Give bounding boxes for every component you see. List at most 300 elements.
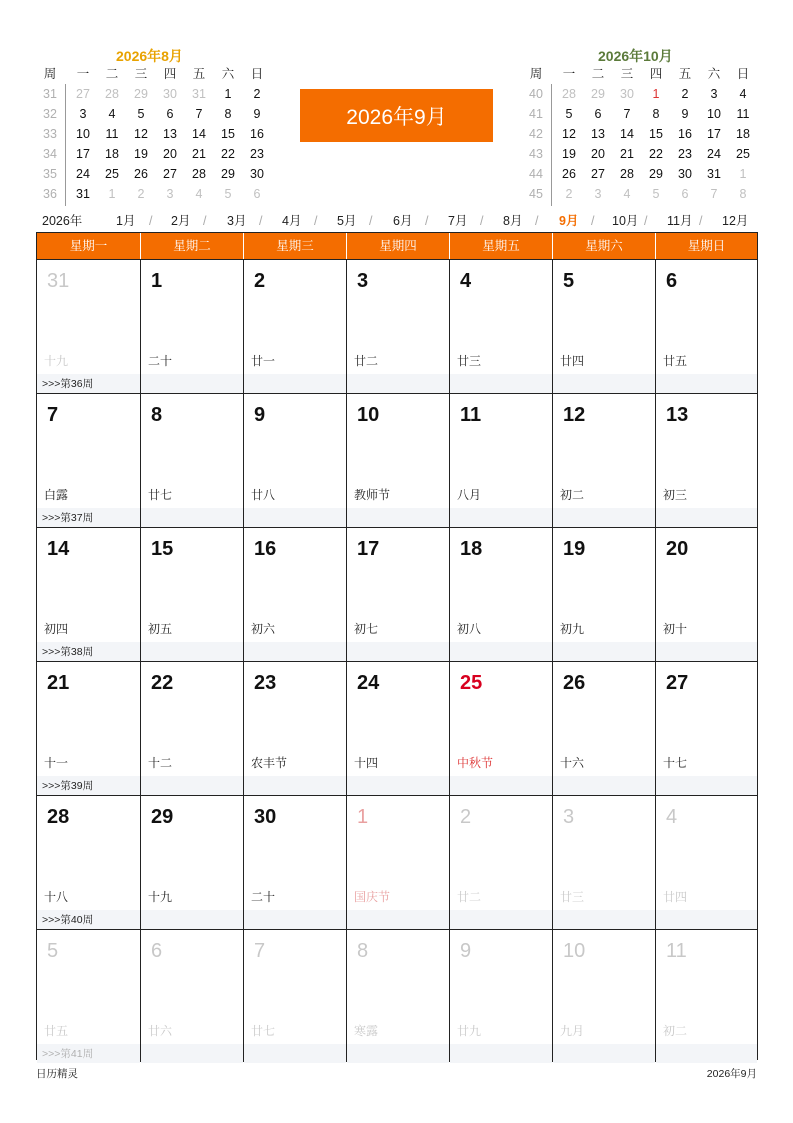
nav-month-link[interactable]: 8月	[503, 214, 523, 228]
mini-calendar-grid	[36, 64, 276, 204]
nav-month-link[interactable]: 9月	[559, 214, 579, 228]
mini-week-number: 32	[43, 107, 57, 121]
mini-day: 26	[562, 167, 576, 181]
week-number-label: >>>第36周	[42, 378, 94, 390]
mini-week-column-header: 周	[529, 67, 543, 81]
mini-day: 11	[105, 127, 119, 141]
day-number: 31	[47, 270, 70, 292]
mini-week-number: 35	[43, 167, 57, 181]
day-number: 26	[563, 672, 586, 694]
mini-day: 7	[623, 107, 631, 121]
day-cell[interactable]	[140, 796, 243, 929]
mini-day: 2	[681, 87, 689, 101]
day-number: 10	[357, 404, 380, 426]
day-number: 6	[666, 270, 678, 292]
mini-calendar-week-row	[36, 84, 276, 104]
day-number: 3	[563, 806, 575, 828]
week-row	[37, 393, 757, 527]
mini-day: 4	[195, 187, 203, 201]
day-number: 16	[254, 538, 277, 560]
mini-week-number: 36	[43, 187, 57, 201]
divider	[65, 84, 66, 206]
nav-month-link[interactable]: 4月	[282, 214, 302, 228]
day-number: 11	[666, 940, 687, 962]
nav-month-link[interactable]: 5月	[337, 214, 357, 228]
week-footer-band	[347, 776, 449, 795]
nav-separator: /	[644, 214, 648, 228]
week-footer-band	[450, 1044, 552, 1063]
mini-day: 8	[224, 107, 232, 121]
day-cell[interactable]	[449, 528, 552, 661]
mini-weekday-header: 三	[620, 67, 634, 81]
mini-day: 19	[562, 147, 576, 161]
mini-calendar-week-row	[36, 124, 276, 144]
day-cell[interactable]	[140, 930, 243, 1062]
mini-calendar-week-row	[522, 164, 762, 184]
mini-day: 5	[652, 187, 660, 201]
day-cell[interactable]	[655, 930, 757, 1062]
mini-day: 2	[253, 87, 261, 101]
mini-weekday-header: 一	[562, 67, 576, 81]
day-cell[interactable]	[243, 260, 346, 393]
mini-weekday-header: 二	[105, 67, 119, 81]
week-footer-band	[553, 508, 655, 527]
mini-day: 11	[736, 107, 750, 121]
week-footer-band	[141, 910, 243, 929]
mini-day: 27	[163, 167, 177, 181]
day-cell[interactable]	[346, 394, 449, 527]
lunar-date: 白露	[44, 488, 69, 502]
lunar-date: 十七	[663, 756, 688, 770]
mini-day: 18	[105, 147, 119, 161]
footer-brand: 日历精灵	[36, 1068, 78, 1080]
lunar-date: 廿二	[354, 354, 379, 368]
mini-calendar-header-row	[36, 64, 276, 84]
day-cell[interactable]	[140, 528, 243, 661]
week-footer-band	[450, 776, 552, 795]
lunar-date: 初三	[663, 488, 688, 502]
nav-separator: /	[535, 214, 539, 228]
month-title: 2026年9月	[300, 89, 493, 142]
day-number: 23	[254, 672, 277, 694]
day-number: 2	[254, 270, 266, 292]
day-cell[interactable]	[346, 260, 449, 393]
week-footer-band	[244, 508, 346, 527]
day-cell[interactable]	[37, 528, 140, 661]
mini-day: 28	[192, 167, 206, 181]
lunar-date: 十六	[560, 756, 585, 770]
lunar-date: 十九	[148, 890, 173, 904]
day-number: 2	[460, 806, 472, 828]
mini-day: 24	[707, 147, 721, 161]
day-number: 8	[357, 940, 369, 962]
mini-weekday-header: 五	[678, 67, 692, 81]
mini-day: 9	[253, 107, 261, 121]
mini-weekday-header: 六	[221, 67, 235, 81]
mini-day: 15	[221, 127, 235, 141]
day-cell[interactable]	[655, 796, 757, 929]
week-number-label: >>>第39周	[42, 780, 94, 792]
week-footer-band	[656, 910, 757, 929]
mini-day: 31	[192, 87, 206, 101]
week-footer-band	[347, 508, 449, 527]
mini-day: 30	[250, 167, 264, 181]
week-number-label: >>>第38周	[42, 646, 94, 658]
week-footer-band	[347, 910, 449, 929]
lunar-date: 九月	[560, 1024, 585, 1038]
weekday-header-cell: 星期日	[655, 233, 757, 259]
lunar-date: 廿二	[457, 890, 482, 904]
day-cell[interactable]	[37, 930, 140, 1062]
lunar-date: 初六	[251, 622, 276, 636]
mini-calendar-title: 2026年8月	[116, 48, 183, 64]
lunar-date: 廿四	[560, 354, 585, 368]
week-footer-band	[656, 1044, 757, 1063]
day-cell[interactable]	[552, 796, 655, 929]
mini-week-number: 34	[43, 147, 57, 161]
mini-day: 7	[195, 107, 203, 121]
weekday-header-cell: 星期三	[243, 233, 346, 259]
lunar-date: 农丰节	[251, 756, 288, 770]
day-number: 18	[460, 538, 483, 560]
day-number: 24	[357, 672, 380, 694]
lunar-date: 十一	[44, 756, 69, 770]
nav-year: 2026年	[42, 214, 83, 228]
mini-day: 7	[710, 187, 718, 201]
week-footer-band	[141, 776, 243, 795]
mini-day: 13	[591, 127, 605, 141]
day-number: 8	[151, 404, 163, 426]
lunar-date: 八月	[457, 488, 482, 502]
week-number-label: >>>第41周	[42, 1048, 94, 1060]
day-cell[interactable]	[243, 662, 346, 795]
day-number: 9	[460, 940, 472, 962]
mini-day: 8	[739, 187, 747, 201]
lunar-date: 廿六	[148, 1024, 173, 1038]
mini-day: 23	[678, 147, 692, 161]
mini-day: 31	[707, 167, 721, 181]
day-cell[interactable]	[346, 930, 449, 1062]
lunar-date: 初五	[148, 622, 173, 636]
mini-day: 19	[134, 147, 148, 161]
week-footer-band	[553, 1044, 655, 1063]
day-number: 9	[254, 404, 266, 426]
mini-day: 6	[681, 187, 689, 201]
day-cell[interactable]	[655, 260, 757, 393]
lunar-date: 廿四	[663, 890, 688, 904]
lunar-date: 廿五	[44, 1024, 69, 1038]
day-cell[interactable]	[37, 260, 140, 393]
mini-day: 1	[652, 87, 660, 101]
lunar-date: 廿三	[457, 354, 482, 368]
lunar-date: 廿五	[663, 354, 688, 368]
day-cell[interactable]	[346, 528, 449, 661]
lunar-date: 十八	[44, 890, 69, 904]
week-footer-band	[656, 776, 757, 795]
nav-month-link[interactable]: 11月	[667, 214, 693, 228]
day-cell[interactable]	[552, 260, 655, 393]
day-cell[interactable]	[37, 394, 140, 527]
lunar-date: 廿七	[148, 488, 173, 502]
week-number-label: >>>第37周	[42, 512, 94, 524]
mini-day: 6	[166, 107, 174, 121]
week-footer-band	[656, 374, 757, 393]
lunar-date: 廿一	[251, 354, 276, 368]
day-cell[interactable]	[243, 930, 346, 1062]
day-cell[interactable]	[552, 394, 655, 527]
mini-calendar-week-row	[522, 184, 762, 204]
nav-month-link[interactable]: 6月	[393, 214, 413, 228]
day-cell[interactable]	[655, 662, 757, 795]
mini-day: 16	[250, 127, 264, 141]
week-row	[37, 259, 757, 393]
nav-month-link[interactable]: 12月	[722, 214, 749, 228]
nav-month-link[interactable]: 7月	[448, 214, 468, 228]
day-cell[interactable]	[449, 394, 552, 527]
day-cell[interactable]	[552, 662, 655, 795]
mini-day: 4	[108, 107, 116, 121]
mini-day: 17	[707, 127, 721, 141]
day-number: 12	[563, 404, 586, 426]
week-footer-band	[244, 374, 346, 393]
mini-week-column-header: 周	[43, 67, 57, 81]
week-footer-band	[450, 642, 552, 661]
nav-separator: /	[591, 214, 595, 228]
lunar-date: 十四	[354, 756, 379, 770]
mini-day: 30	[163, 87, 177, 101]
weekday-header-cell: 星期五	[449, 233, 552, 259]
mini-week-number: 45	[529, 187, 543, 201]
nav-separator: /	[699, 214, 703, 228]
mini-week-number: 31	[43, 87, 57, 101]
day-cell[interactable]	[449, 930, 552, 1062]
mini-calendar-week-row	[522, 124, 762, 144]
nav-month-link[interactable]: 2月	[171, 214, 191, 228]
month-calendar-grid	[36, 232, 758, 1060]
mini-day: 14	[192, 127, 206, 141]
mini-calendar-week-row	[36, 164, 276, 184]
mini-day: 3	[594, 187, 602, 201]
lunar-date: 初七	[354, 622, 379, 636]
mini-day: 12	[562, 127, 576, 141]
nav-separator: /	[259, 214, 263, 228]
mini-day: 3	[166, 187, 174, 201]
week-footer-band	[244, 776, 346, 795]
mini-calendar-title: 2026年10月	[598, 48, 673, 64]
mini-day: 27	[76, 87, 90, 101]
nav-separator: /	[480, 214, 484, 228]
mini-weekday-header: 六	[707, 67, 721, 81]
mini-day: 15	[649, 127, 663, 141]
lunar-date: 二十	[251, 890, 276, 904]
mini-day: 18	[736, 127, 750, 141]
mini-day: 20	[163, 147, 177, 161]
mini-day: 10	[76, 127, 90, 141]
mini-day: 4	[623, 187, 631, 201]
lunar-date: 初二	[560, 488, 585, 502]
lunar-date: 中秋节	[457, 756, 494, 770]
mini-weekday-header: 四	[163, 67, 177, 81]
week-footer-band	[553, 910, 655, 929]
lunar-date: 初八	[457, 622, 482, 636]
mini-weekday-header: 五	[192, 67, 206, 81]
mini-day: 21	[192, 147, 206, 161]
mini-day: 5	[137, 107, 145, 121]
day-cell[interactable]	[140, 394, 243, 527]
week-row	[37, 929, 757, 1062]
mini-calendar-week-row	[36, 104, 276, 124]
mini-week-number: 42	[529, 127, 543, 141]
mini-day: 23	[250, 147, 264, 161]
weekday-header-cell: 星期六	[552, 233, 655, 259]
day-cell[interactable]	[346, 662, 449, 795]
mini-day: 3	[710, 87, 718, 101]
week-footer-band	[141, 642, 243, 661]
mini-day: 24	[76, 167, 90, 181]
week-footer-band	[141, 508, 243, 527]
day-cell[interactable]	[243, 528, 346, 661]
week-footer-band	[656, 508, 757, 527]
week-footer-band	[244, 1044, 346, 1063]
mini-day: 12	[134, 127, 148, 141]
mini-weekday-header: 日	[736, 67, 750, 81]
mini-day: 17	[76, 147, 90, 161]
day-number: 14	[47, 538, 70, 560]
day-number: 7	[47, 404, 59, 426]
day-number: 7	[254, 940, 266, 962]
day-number: 4	[666, 806, 678, 828]
day-number: 19	[563, 538, 586, 560]
nav-separator: /	[149, 214, 153, 228]
mini-day: 4	[739, 87, 747, 101]
day-cell[interactable]	[449, 796, 552, 929]
day-cell[interactable]	[243, 394, 346, 527]
mini-day: 25	[736, 147, 750, 161]
day-cell[interactable]	[552, 528, 655, 661]
mini-day: 25	[105, 167, 119, 181]
lunar-date: 廿三	[560, 890, 585, 904]
weekday-header	[37, 233, 757, 259]
lunar-date: 廿九	[457, 1024, 482, 1038]
week-footer-band	[553, 642, 655, 661]
weekday-header-cell: 星期二	[140, 233, 243, 259]
day-cell[interactable]	[37, 796, 140, 929]
lunar-date: 十九	[44, 354, 69, 368]
mini-day: 29	[134, 87, 148, 101]
day-cell[interactable]	[346, 796, 449, 929]
mini-day: 29	[221, 167, 235, 181]
mini-weekday-header: 日	[250, 67, 264, 81]
weekday-header-cell: 星期四	[346, 233, 449, 259]
mini-day: 31	[76, 187, 90, 201]
week-footer-band	[347, 1044, 449, 1063]
day-number: 30	[254, 806, 277, 828]
day-cell[interactable]	[140, 662, 243, 795]
week-footer-band	[244, 642, 346, 661]
nav-month-link[interactable]: 1月	[116, 214, 136, 228]
mini-day: 6	[594, 107, 602, 121]
week-row	[37, 795, 757, 929]
day-number: 4	[460, 270, 472, 292]
week-footer-band	[553, 374, 655, 393]
mini-week-number: 41	[529, 107, 543, 121]
nav-separator: /	[369, 214, 373, 228]
mini-day: 28	[562, 87, 576, 101]
lunar-date: 初九	[560, 622, 585, 636]
day-number: 21	[47, 672, 70, 694]
mini-day: 8	[652, 107, 660, 121]
day-number: 3	[357, 270, 369, 292]
week-footer-band	[553, 776, 655, 795]
mini-day: 10	[707, 107, 721, 121]
day-cell[interactable]	[140, 260, 243, 393]
day-number: 1	[151, 270, 163, 292]
mini-week-number: 43	[529, 147, 543, 161]
nav-separator: /	[425, 214, 429, 228]
lunar-date: 廿七	[251, 1024, 276, 1038]
day-number: 10	[563, 940, 586, 962]
footer-date: 2026年9月	[706, 1068, 757, 1080]
week-footer-band	[141, 374, 243, 393]
mini-day: 20	[591, 147, 605, 161]
week-footer-band	[347, 642, 449, 661]
day-cell[interactable]	[449, 662, 552, 795]
day-number: 5	[47, 940, 59, 962]
mini-day: 1	[739, 167, 747, 181]
mini-calendar-week-row	[522, 144, 762, 164]
mini-day: 6	[253, 187, 261, 201]
mini-day: 26	[134, 167, 148, 181]
week-footer-band	[141, 1044, 243, 1063]
week-footer-band	[450, 374, 552, 393]
nav-month-link[interactable]: 3月	[227, 214, 247, 228]
mini-day: 2	[565, 187, 573, 201]
day-cell[interactable]	[37, 662, 140, 795]
mini-day: 28	[105, 87, 119, 101]
mini-day: 30	[678, 167, 692, 181]
mini-day: 5	[565, 107, 573, 121]
mini-day: 22	[649, 147, 663, 161]
mini-day: 16	[678, 127, 692, 141]
lunar-date: 国庆节	[354, 890, 391, 904]
day-number: 13	[666, 404, 689, 426]
week-number-label: >>>第40周	[42, 914, 94, 926]
day-cell[interactable]	[655, 528, 757, 661]
lunar-date: 初四	[44, 622, 69, 636]
mini-day: 14	[620, 127, 634, 141]
mini-week-number: 33	[43, 127, 57, 141]
mini-day: 1	[108, 187, 116, 201]
day-number: 15	[151, 538, 174, 560]
mini-weekday-header: 二	[591, 67, 605, 81]
day-cell[interactable]	[449, 260, 552, 393]
divider	[551, 84, 552, 206]
mini-week-number: 40	[529, 87, 543, 101]
week-footer-band	[244, 910, 346, 929]
mini-calendar-week-row	[36, 144, 276, 164]
lunar-date: 初十	[663, 622, 688, 636]
nav-month-link[interactable]: 10月	[612, 214, 639, 228]
day-cell[interactable]	[243, 796, 346, 929]
day-cell[interactable]	[552, 930, 655, 1062]
week-footer-band	[450, 508, 552, 527]
mini-calendar-grid	[522, 64, 762, 204]
mini-day: 22	[221, 147, 235, 161]
week-footer-band	[450, 910, 552, 929]
day-cell[interactable]	[655, 394, 757, 527]
lunar-date: 教师节	[354, 488, 391, 502]
day-number: 20	[666, 538, 689, 560]
